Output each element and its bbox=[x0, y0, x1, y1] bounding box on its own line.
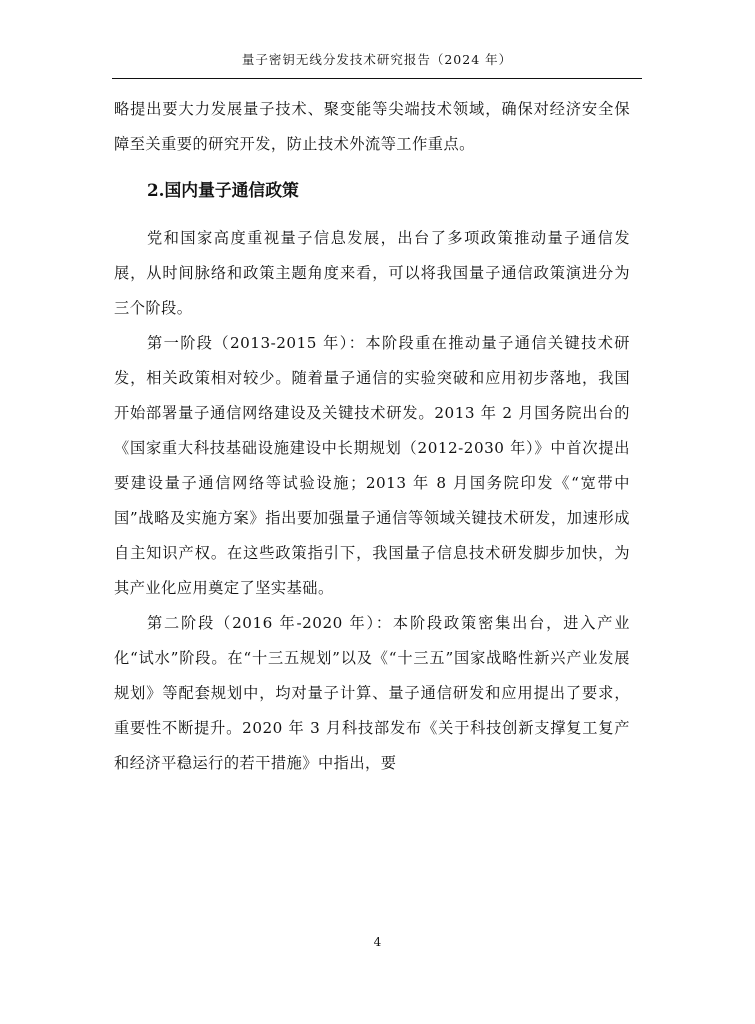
paragraph-intro: 党和国家高度重视量子信息发展，出台了多项政策推动量子通信发展，从时间脉络和政策主题角度来看，可以将我国量子通信政策演进分为三个阶段。 bbox=[114, 229, 630, 317]
page-header: 量子密钥无线分发技术研究报告（2024 年） bbox=[241, 52, 513, 67]
paragraph-continuation: 略提出要大力发展量子技术、聚变能等尖端技术领域，确保对经济安全保障至关重要的研究开发，防止技术外流等工作重点。 bbox=[114, 100, 630, 153]
page-number: 4 bbox=[373, 935, 382, 949]
section-heading: 2.国内量子通信政策 bbox=[147, 180, 299, 200]
header-divider bbox=[112, 78, 642, 79]
paragraph-stage-two: 第二阶段（2016 年-2020 年）：本阶段政策密集出台，进入产业化“试水”阶段。在“十三五规划”以及《“十三五”国家战略性新兴产业发展规划》等配套规划中，均对量子计算、量子通信研发和应用提出了要求，重要性不断提升。2020 年 3 月科技部发布《关于科技创新支撑复工复产和经济平稳运行的若干措施》中指出，要 bbox=[114, 614, 630, 772]
document-body bbox=[114, 92, 630, 781]
paragraph-stage-one: 第一阶段（2013-2015 年）：本阶段重在推动量子通信关键技术研发，相关政策相对较少。随着量子通信的实验突破和应用初步落地，我国开始部署量子通信网络建设及关键技术研发。2013 年 2 月国务院出台的《国家重大科技基础设施建设中长期规划（2012-2030 年）》中首次提出要建设量子通信网络等试验设施；2013 年 8 月国务院印发《“宽带中国”战略及实施方案》指出要加强量子通信等领域关键技术研发，加速形成自主知识产权。在这些政策指引下，我国量子信息技术研发脚步加快，为其产业化应用奠定了坚实基础。 bbox=[114, 334, 630, 597]
